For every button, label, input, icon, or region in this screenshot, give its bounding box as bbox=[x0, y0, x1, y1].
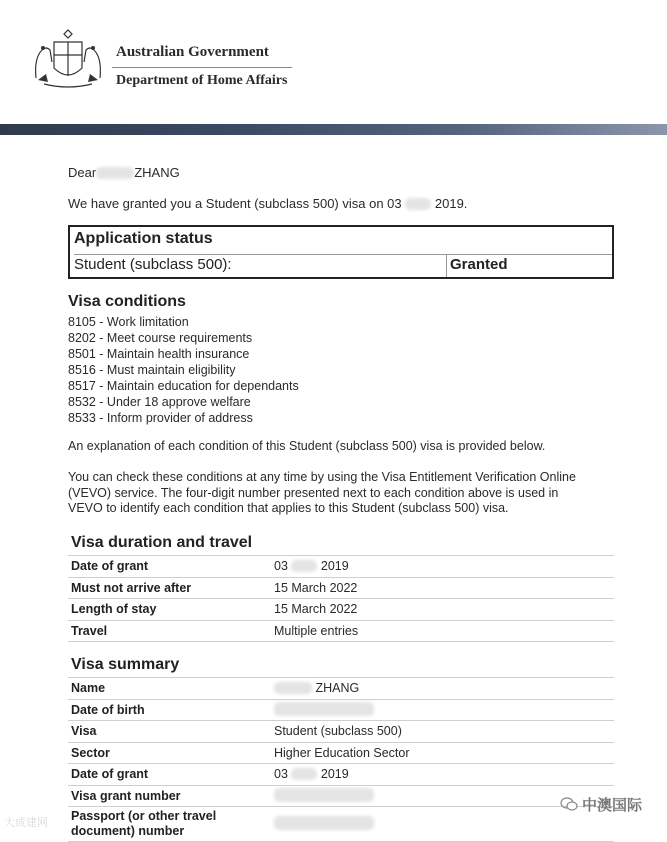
grant-day: 03 bbox=[274, 559, 288, 574]
redacted-grant-month bbox=[291, 768, 317, 780]
row-label: Date of grant bbox=[68, 556, 271, 578]
conditions-explanation: An explanation of each condition of this Student (subclass 500) visa is provided below. bbox=[68, 439, 546, 453]
table-row bbox=[68, 699, 614, 721]
row-label: Sector bbox=[68, 742, 271, 764]
condition-item: 8532 - Under 18 approve welfare bbox=[68, 395, 251, 409]
table-row bbox=[68, 599, 614, 621]
grant-day: 03 bbox=[274, 767, 288, 782]
table-row bbox=[68, 556, 614, 578]
table-row bbox=[68, 785, 614, 807]
table-row bbox=[68, 742, 614, 764]
grant-sentence-year: 2019. bbox=[434, 196, 468, 211]
table-row bbox=[68, 577, 614, 599]
coat-of-arms-icon bbox=[24, 28, 112, 92]
passport-label-line: document) number bbox=[71, 824, 185, 838]
row-label: Visa bbox=[68, 721, 271, 743]
table-row bbox=[68, 620, 614, 642]
vevo-paragraph bbox=[68, 470, 628, 517]
visa-summary-table bbox=[68, 677, 614, 842]
row-label: Name bbox=[68, 678, 271, 700]
condition-item: 8516 - Must maintain eligibility bbox=[68, 363, 236, 377]
status-value: Granted bbox=[450, 256, 508, 273]
visa-duration-table bbox=[68, 555, 614, 642]
visa-duration-heading: Visa duration and travel bbox=[71, 534, 253, 551]
grant-sentence bbox=[68, 196, 467, 211]
vevo-line: (VEVO) service. The four-digit number presented next to each condition above is used in bbox=[68, 485, 559, 500]
row-value: Higher Education Sector bbox=[271, 742, 614, 764]
row-value: 15 March 2022 bbox=[271, 577, 614, 599]
redacted-given-name bbox=[274, 682, 312, 694]
row-value bbox=[271, 764, 614, 786]
status-label: Student (subclass 500): bbox=[74, 256, 232, 273]
visa-summary-heading: Visa summary bbox=[71, 656, 180, 673]
row-value bbox=[271, 699, 614, 721]
visa-conditions-heading: Visa conditions bbox=[68, 293, 186, 310]
salutation-prefix: Dear bbox=[68, 165, 97, 180]
condition-item: 8517 - Maintain education for dependants bbox=[68, 379, 299, 393]
header-band bbox=[0, 124, 667, 135]
row-label: Date of grant bbox=[68, 764, 271, 786]
salutation-surname: ZHANG bbox=[134, 165, 180, 180]
letterhead-divider bbox=[112, 67, 292, 68]
table-row bbox=[68, 678, 614, 700]
row-label: Travel bbox=[68, 620, 271, 642]
grant-year: 2019 bbox=[320, 767, 349, 782]
status-title: Application status bbox=[74, 230, 213, 247]
salutation bbox=[68, 165, 180, 180]
row-value: 15 March 2022 bbox=[271, 599, 614, 621]
letterhead bbox=[0, 0, 667, 124]
status-column-divider bbox=[446, 255, 447, 277]
table-row bbox=[68, 721, 614, 743]
row-value bbox=[271, 807, 614, 842]
row-label: Date of birth bbox=[68, 699, 271, 721]
department-name: Department of Home Affairs bbox=[116, 73, 288, 88]
application-status-box bbox=[68, 225, 614, 279]
wechat-icon bbox=[560, 797, 578, 811]
grant-year: 2019 bbox=[320, 559, 349, 574]
vevo-line: You can check these conditions at any time by using the Visa Entitlement Verification Online bbox=[68, 470, 576, 484]
row-value bbox=[271, 556, 614, 578]
redacted-given-name bbox=[96, 167, 134, 179]
vevo-line: VEVO to identify each condition that applies to this Student (subclass 500) visa. bbox=[68, 501, 509, 515]
watermark-left: 大成建网 bbox=[4, 817, 48, 829]
status-divider bbox=[74, 254, 612, 255]
condition-item: 8202 - Meet course requirements bbox=[68, 331, 253, 345]
row-label: Length of stay bbox=[68, 599, 271, 621]
government-name: Australian Government bbox=[116, 44, 269, 60]
table-row bbox=[68, 764, 614, 786]
row-label: Must not arrive after bbox=[68, 577, 271, 599]
redacted-grant-number bbox=[274, 788, 374, 802]
condition-item: 8105 - Work limitation bbox=[68, 315, 189, 329]
condition-item: 8533 - Inform provider of address bbox=[68, 411, 253, 425]
row-label bbox=[68, 807, 271, 842]
grant-sentence-prefix: We have granted you a Student (subclass 500) visa on 03 bbox=[68, 196, 402, 211]
redacted-grant-month bbox=[291, 560, 317, 572]
conditions-list bbox=[68, 314, 299, 426]
condition-item: 8501 - Maintain health insurance bbox=[68, 347, 250, 361]
watermark-right: 中澳国际 bbox=[582, 797, 643, 814]
table-row bbox=[68, 807, 614, 842]
row-value: Multiple entries bbox=[271, 620, 614, 642]
row-value bbox=[271, 678, 614, 700]
row-value: Student (subclass 500) bbox=[271, 721, 614, 743]
passport-label-line: Passport (or other travel bbox=[71, 809, 217, 823]
row-label: Visa grant number bbox=[68, 785, 271, 807]
redacted-grant-month bbox=[405, 198, 431, 210]
name-surname: ZHANG bbox=[315, 681, 360, 696]
redacted-passport-number bbox=[274, 816, 374, 830]
redacted-date-of-birth bbox=[274, 702, 374, 716]
